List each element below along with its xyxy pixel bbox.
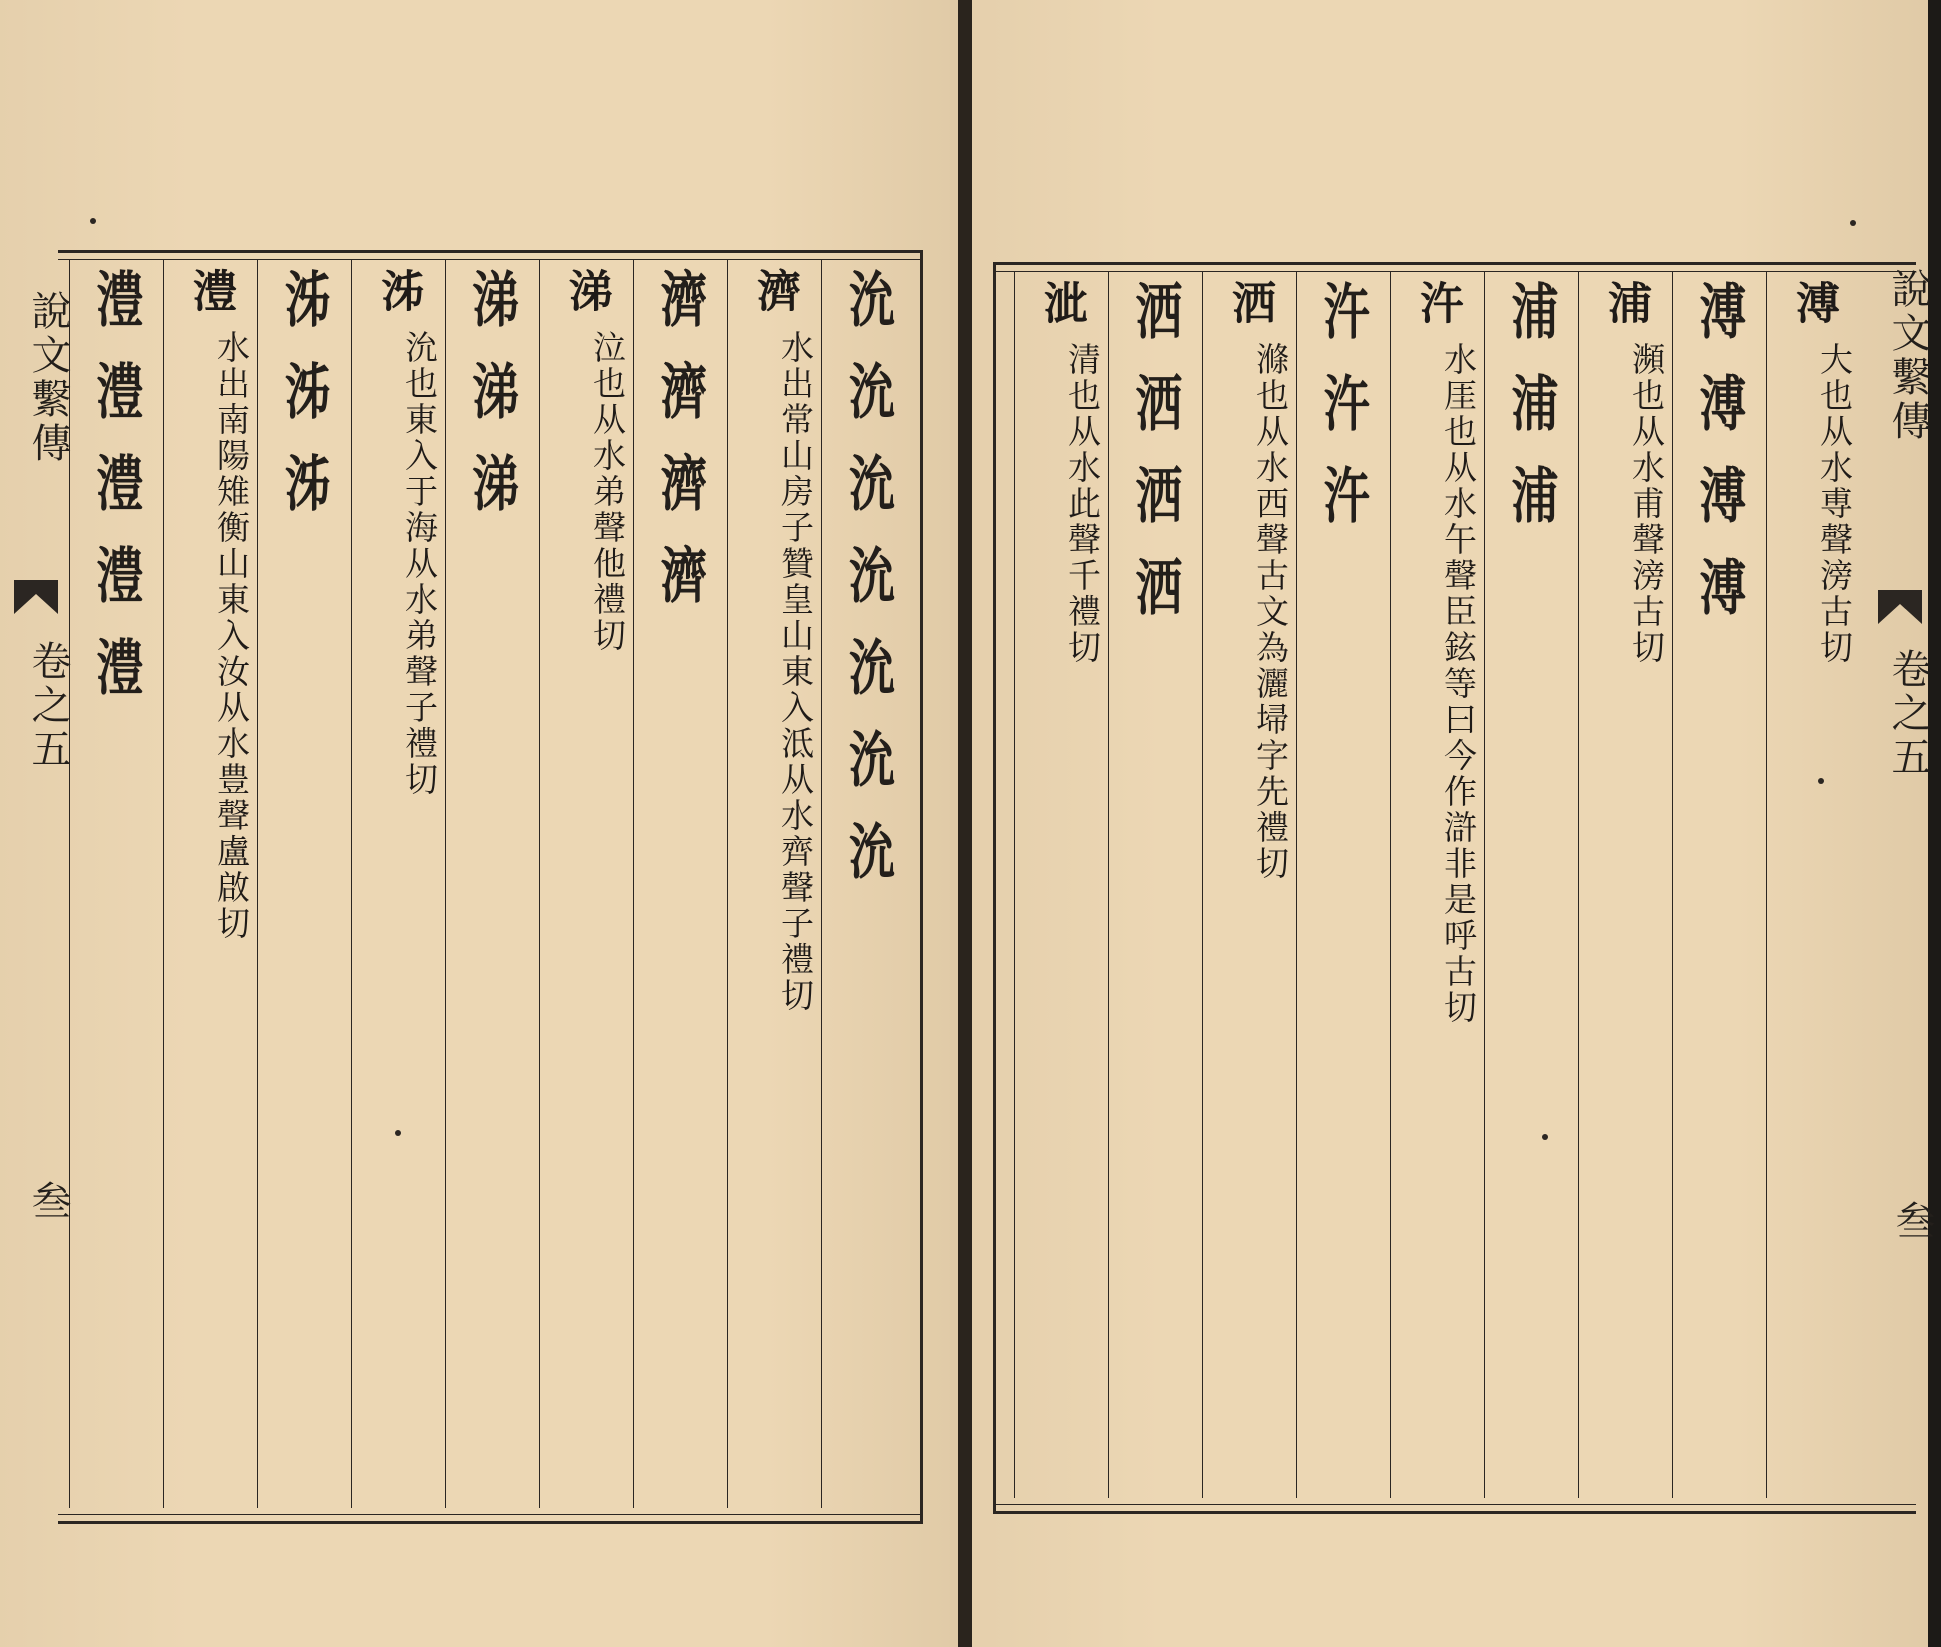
entry-definition: 水厓也从水午聲臣鉉等曰今作滸非是呼古切 — [1439, 342, 1478, 1026]
column-rule — [69, 260, 70, 1508]
column-rule — [727, 260, 728, 1508]
column-rule — [821, 260, 822, 1508]
seal-script-column: 沇沇沇沇沇沇沇 — [840, 268, 896, 912]
seal-script-column: 泲泲泲 — [276, 268, 332, 544]
entry-headword: 浦 — [1600, 280, 1651, 328]
entry-headword: 溥 — [1788, 280, 1839, 328]
entry-definition: 泣也从水弟聲他禮切 — [588, 330, 627, 654]
entry-definition: 水出南陽雉衡山東入汝从水豊聲盧啟切 — [212, 330, 251, 942]
fishtail-mark — [1878, 590, 1922, 624]
left-margin-volume: 卷之五 — [25, 640, 71, 772]
seal-script-column: 涕涕涕 — [464, 268, 520, 544]
column-rule — [1578, 272, 1579, 1498]
entry-definition: 滌也从水西聲古文為灑埽字先禮切 — [1251, 342, 1290, 882]
column-rule — [1390, 272, 1391, 1498]
column-rule — [257, 260, 258, 1508]
dot-marker — [90, 218, 96, 224]
entry-headword: 泚 — [1036, 280, 1087, 328]
entry-headword: 涕 — [561, 268, 612, 316]
seal-script-column: 浦浦浦 — [1503, 280, 1559, 556]
right-margin-volume: 卷之五 — [1885, 648, 1931, 780]
column-rule — [539, 260, 540, 1508]
entry-headword: 洒 — [1224, 280, 1275, 328]
seal-script-column: 濟濟濟濟 — [652, 268, 708, 636]
column-rule — [163, 260, 164, 1508]
column-rule — [1766, 272, 1767, 1498]
column-rule — [1202, 272, 1203, 1498]
entry-headword: 泲 — [373, 268, 424, 316]
column-rule — [1672, 272, 1673, 1498]
book-gutter — [958, 0, 972, 1647]
column-rule — [445, 260, 446, 1508]
column-rule — [1014, 272, 1015, 1498]
seal-script-column: 汻汻汻 — [1315, 280, 1371, 556]
column-rule — [1108, 272, 1109, 1498]
column-rule — [1484, 272, 1485, 1498]
seal-script-column: 洒洒洒洒 — [1127, 280, 1183, 648]
entry-definition: 水出常山房子贊皇山東入泜从水齊聲子禮切 — [776, 330, 815, 1014]
seal-script-column: 澧澧澧澧澧 — [88, 268, 144, 728]
entry-definition: 大也从水尃聲滂古切 — [1815, 342, 1854, 666]
entry-definition: 瀕也从水甫聲滂古切 — [1627, 342, 1666, 666]
right-page-number: 叁 — [1889, 1200, 1935, 1244]
left-page-number: 叁 — [25, 1180, 71, 1224]
entry-definition: 沇也東入于海从水弟聲子禮切 — [400, 330, 439, 798]
entry-headword: 濟 — [749, 268, 800, 316]
column-rule — [1296, 272, 1297, 1498]
right-margin-title: 說文繫傳 — [1885, 268, 1931, 444]
left-margin-title: 說文繫傳 — [25, 290, 71, 466]
entry-headword: 汻 — [1412, 280, 1463, 328]
fishtail-mark — [14, 580, 58, 614]
dot-marker — [1850, 220, 1856, 226]
column-rule — [633, 260, 634, 1508]
seal-script-column: 溥溥溥溥 — [1691, 280, 1747, 648]
entry-headword: 澧 — [185, 268, 236, 316]
column-rule — [351, 260, 352, 1508]
entry-definition: 清也从水此聲千禮切 — [1063, 342, 1102, 666]
